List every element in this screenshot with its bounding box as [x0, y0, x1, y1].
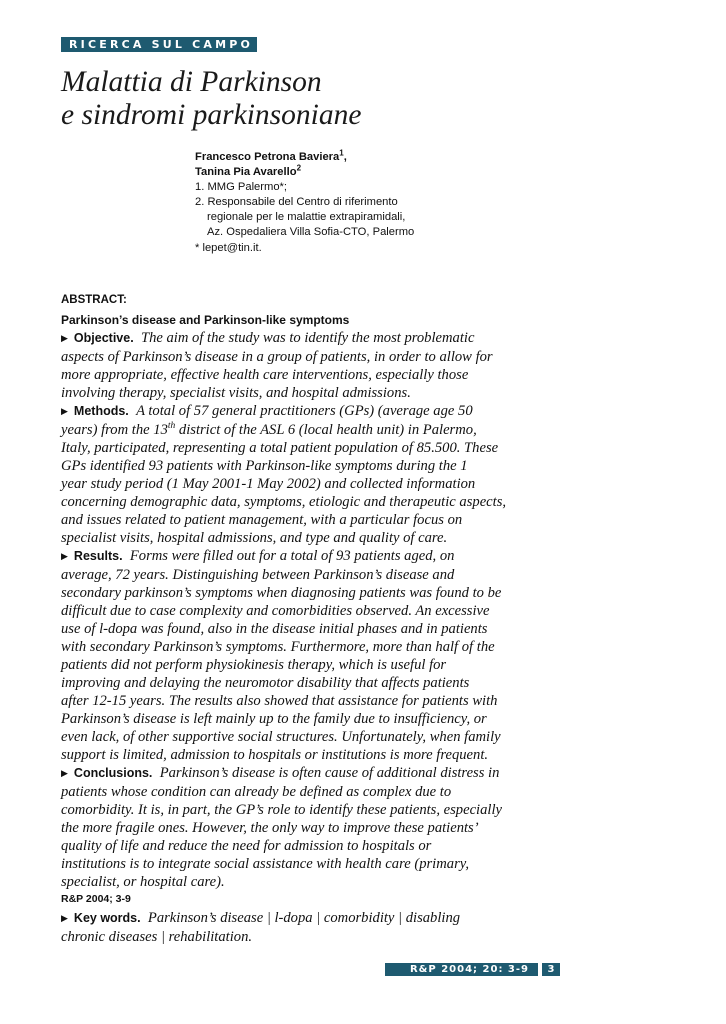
author-1-name: Francesco Petrona Baviera — [195, 151, 340, 163]
methods-paragraph — [61, 402, 661, 547]
author-2-mark: 2 — [296, 163, 302, 173]
paragraph-line: concerning demographic data, symptoms, etiologic and therapeutic aspects, — [61, 494, 507, 510]
paragraph-line: even lack, of other supportive social structures. Unfortunately, when family — [61, 729, 501, 745]
paragraph-line: GPs identified 93 patients with Parkinson-like symptoms during the 1 — [61, 458, 468, 474]
affiliation-2-line-1: 2. Responsabile del Centro di riferimento — [195, 196, 398, 208]
section-tag: RICERCA SUL CAMPO — [61, 37, 257, 52]
bullet-triangle-icon: ▶ — [61, 913, 68, 923]
objective-label: Objective. — [73, 331, 134, 345]
bullet-triangle-icon: ▶ — [61, 768, 68, 778]
citation-reference: R&P 2004; 3-9 — [61, 893, 131, 905]
abstract-subtitle: Parkinson’s disease and Parkinson-like symptoms — [61, 313, 350, 327]
paragraph-line: Italy, participated, representing a total patient population of 85.500. These — [61, 440, 499, 456]
author-1 — [195, 150, 655, 165]
title-line-1: Malattia di Parkinson — [61, 66, 322, 98]
title-line-2: e sindromi parkinsoniane — [61, 99, 362, 131]
paragraph-line — [61, 329, 661, 348]
results-paragraph — [61, 547, 661, 764]
paragraph-line: and issues related to patient management, with a particular focus on — [61, 512, 463, 528]
paragraph-line: comorbidity. It is, in part, the GP’s role to identify these patients, especially — [61, 802, 502, 818]
page-number: 3 — [542, 963, 560, 976]
methods-label: Methods. — [73, 404, 129, 418]
affiliation-2-line-3: Az. Ospedaliera Villa Sofia-CTO, Palermo — [207, 226, 415, 238]
ordinal-superscript: th — [167, 421, 176, 432]
paragraph-line: improving and delaying the neuromotor disability that affects patients — [61, 675, 470, 691]
paragraph-line: use of l-dopa was found, also in the disease initial phases and in patients — [61, 621, 488, 637]
abstract — [61, 292, 661, 946]
paragraph-text: district of the ASL 6 (local health unit) in Palermo, — [175, 422, 477, 438]
objective-paragraph — [61, 329, 661, 402]
paragraph-line: difficult due to case complexity and comorbidities observed. An excessive — [61, 603, 490, 619]
paragraph-line: Parkinson’s disease is left mainly up to the family due to insufficiency, or — [61, 711, 487, 727]
journal-citation: R&P 2004; 20: 3-9 — [385, 963, 538, 976]
author-1-separator: , — [343, 151, 347, 163]
paragraph-line: patients whose condition can already be defined as complex due to — [61, 784, 452, 800]
conclusions-label: Conclusions. — [73, 766, 153, 780]
paragraph-line — [61, 909, 661, 928]
affiliation-1: 1. MMG Palermo*; — [195, 181, 288, 193]
paragraph-line: specialist visits, hospital admissions, and type and quality of care. — [61, 530, 448, 546]
paragraph-text: years) from the 13 — [61, 422, 168, 438]
author-email: * lepet@tin.it. — [195, 242, 262, 254]
paragraph-line — [61, 547, 661, 566]
paragraph-line: aspects of Parkinson’s disease in a group of patients, in order to allow for — [61, 349, 493, 365]
paragraph-line: after 12-15 years. The results also showed that assistance for patients with — [61, 693, 498, 709]
paragraph-line — [61, 421, 661, 439]
bullet-triangle-icon: ▶ — [61, 333, 68, 343]
author-2-name: Tanina Pia Avarello — [195, 166, 297, 178]
paragraph-text: The aim of the study was to identify the most problematic — [140, 330, 475, 346]
keywords-label: Key words. — [73, 911, 141, 925]
bullet-triangle-icon: ▶ — [61, 406, 68, 416]
paragraph-line: involving therapy, specialist visits, and hospital admissions. — [61, 385, 411, 401]
paragraph-line: the more fragile ones. However, the only way to improve these patients’ — [61, 820, 479, 836]
paragraph-line: specialist, or hospital care). — [61, 874, 225, 890]
paragraph-line: more appropriate, effective health care interventions, especially those — [61, 367, 469, 383]
paragraph-text: Parkinson’s disease is often cause of additional distress in — [159, 765, 500, 781]
bullet-triangle-icon: ▶ — [61, 551, 68, 561]
paragraph-line: average, 72 years. Distinguishing between Parkinson’s disease and — [61, 567, 455, 583]
page-footer — [385, 963, 561, 976]
paragraph-line: with secondary Parkinson’s symptoms. Furthermore, more than half of the — [61, 639, 495, 655]
conclusions-paragraph — [61, 764, 661, 891]
paragraph-line — [61, 764, 661, 783]
paragraph-line: institutions is to integrate social assistance with health care (primary, — [61, 856, 470, 872]
keywords-paragraph — [61, 909, 661, 946]
paragraph-line: secondary parkinson’s symptoms when diagnosing patients was found to be — [61, 585, 502, 601]
paragraph-line: chronic diseases | rehabilitation. — [61, 929, 253, 945]
paragraph-text: Parkinson’s disease | l-dopa | comorbidity | disabling — [147, 910, 461, 926]
paragraph-line: support is limited, admission to hospitals or institutions is more frequent. — [61, 747, 489, 763]
article-title — [61, 66, 661, 132]
author-1-mark: 1 — [339, 148, 344, 158]
author-block — [195, 150, 655, 256]
paragraph-line: patients did not perform physiokinesis therapy, which is useful for — [61, 657, 447, 673]
author-2 — [195, 165, 655, 180]
results-label: Results. — [73, 549, 123, 563]
paragraph-line: quality of life and reduce the need for admission to hospitals or — [61, 838, 432, 854]
paragraph-line: year study period (1 May 2001-1 May 2002) and collected information — [61, 476, 476, 492]
abstract-heading: ABSTRACT: — [61, 294, 127, 306]
paragraph-line — [61, 402, 661, 421]
affiliation-2-line-2: regionale per le malattie extrapiramidali, — [207, 211, 406, 223]
paragraph-text: A total of 57 general practitioners (GPs) (average age 50 — [136, 403, 473, 419]
paragraph-text: Forms were filled out for a total of 93 patients aged, on — [129, 548, 455, 564]
